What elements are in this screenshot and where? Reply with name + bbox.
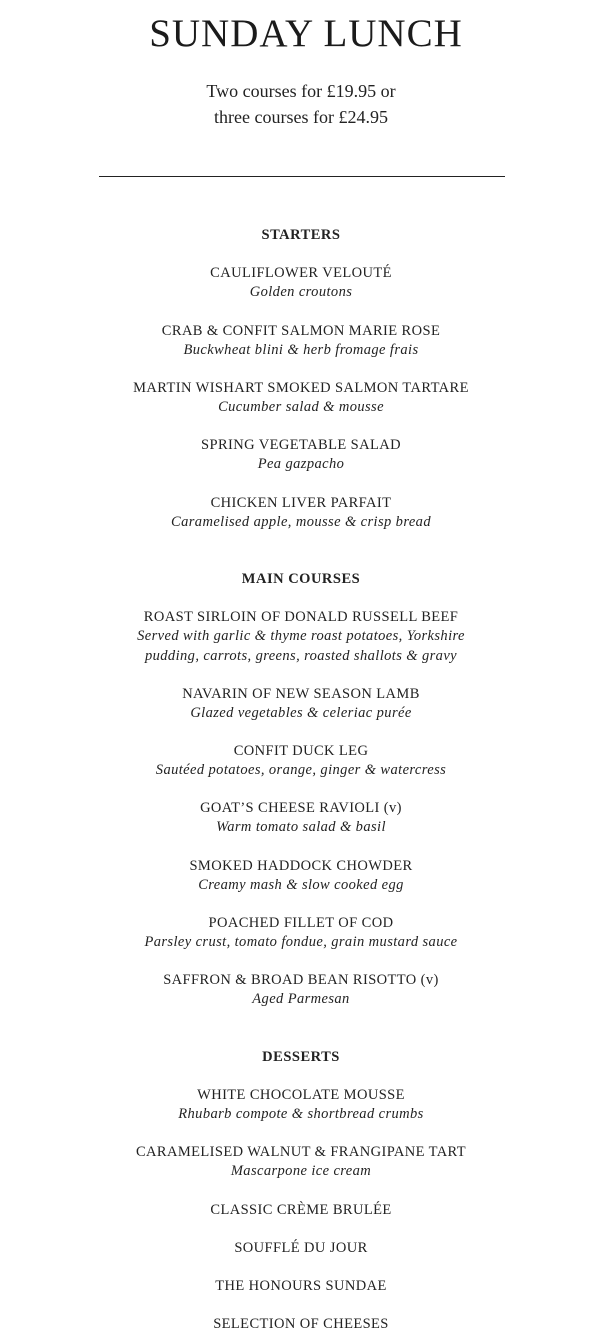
menu-item-name: MARTIN WISHART SMOKED SALMON TARTARE xyxy=(133,380,469,396)
menu-item-description: Buckwheat blini & herb fromage frais xyxy=(183,342,419,358)
menu-item-name: CRAB & CONFIT SALMON MARIE ROSE xyxy=(161,323,441,339)
menu-item xyxy=(0,1086,602,1125)
menu-item xyxy=(0,1143,602,1182)
menu-item xyxy=(0,322,602,361)
menu-item xyxy=(0,1315,602,1334)
menu-item xyxy=(0,799,602,838)
section-heading-desserts: DESSERTS xyxy=(262,1049,340,1065)
menu-item xyxy=(0,1201,602,1220)
menu-item-name: GOAT’S CHEESE RAVIOLI (v) xyxy=(200,800,402,816)
price-line-1: Two courses for £19.95 or xyxy=(206,81,396,101)
divider-rule xyxy=(99,176,505,177)
menu-item-name: WHITE CHOCOLATE MOUSSE xyxy=(197,1087,405,1103)
menu-item-description: Glazed vegetables & celeriac purée xyxy=(190,705,412,721)
menu-item xyxy=(0,685,602,724)
menu-item-description: Warm tomato salad & basil xyxy=(216,819,386,835)
menu-item-name: SMOKED HADDOCK CHOWDER xyxy=(189,858,413,874)
price-line-2: three courses for £24.95 xyxy=(214,107,388,127)
page-title: SUNDAY LUNCH xyxy=(149,12,463,55)
menu-item xyxy=(0,857,602,896)
menu-item-description: Cucumber salad & mousse xyxy=(218,399,384,415)
menu-item-name: ROAST SIRLOIN OF DONALD RUSSELL BEEF xyxy=(143,609,459,625)
menu-item-description: Parsley crust, tomato fondue, grain mustard sauce xyxy=(144,934,458,950)
menu-item-name: POACHED FILLET OF COD xyxy=(208,915,394,931)
menu-item xyxy=(0,379,602,418)
menu-item xyxy=(0,1277,602,1296)
menu-item-name: CAULIFLOWER VELOUTÉ xyxy=(210,265,392,281)
menu-item-description: Creamy mash & slow cooked egg xyxy=(198,877,404,893)
menu-item-description: Caramelised apple, mousse & crisp bread xyxy=(171,514,431,530)
menu-item xyxy=(0,494,602,533)
menu-item-name: SOUFFLÉ DU JOUR xyxy=(234,1240,368,1256)
menu-item-name: SPRING VEGETABLE SALAD xyxy=(201,437,401,453)
menu-item-description: Served with garlic & thyme roast potatoes, Yorkshire pudding, carrots, greens, roasted shallots & gravy xyxy=(137,628,465,664)
menu-item xyxy=(0,742,602,781)
menu-item-name: NAVARIN OF NEW SEASON LAMB xyxy=(182,686,420,702)
menu-item-name: CLASSIC CRÈME BRULÉE xyxy=(210,1202,392,1218)
menu-item-description: Rhubarb compote & shortbread crumbs xyxy=(178,1106,424,1122)
menu-item-name: SAFFRON & BROAD BEAN RISOTTO (v) xyxy=(163,972,439,988)
menu-item-name: CHICKEN LIVER PARFAIT xyxy=(210,495,392,511)
menu-item-name: SELECTION OF CHEESES xyxy=(213,1316,389,1332)
menu-item xyxy=(0,264,602,303)
menu-item-description: Aged Parmesan xyxy=(252,991,350,1007)
menu-item-description: Pea gazpacho xyxy=(257,456,345,472)
menu-item xyxy=(0,914,602,953)
section-heading-starters: STARTERS xyxy=(261,227,341,243)
menu-item-name: THE HONOURS SUNDAE xyxy=(215,1278,387,1294)
menu-item-description: Sautéed potatoes, orange, ginger & watercress xyxy=(155,762,447,778)
price-info xyxy=(0,78,602,130)
menu-item xyxy=(0,436,602,475)
menu-item-name: CARAMELISED WALNUT & FRANGIPANE TART xyxy=(135,1144,467,1160)
menu-item xyxy=(0,971,602,1010)
section-heading-main-courses: MAIN COURSES xyxy=(241,571,361,587)
menu-item-name: CONFIT DUCK LEG xyxy=(233,743,369,759)
menu-item-description: Mascarpone ice cream xyxy=(230,1163,372,1179)
menu-item xyxy=(0,608,602,666)
menu-item xyxy=(0,1239,602,1258)
menu-item-description: Golden croutons xyxy=(249,284,353,300)
